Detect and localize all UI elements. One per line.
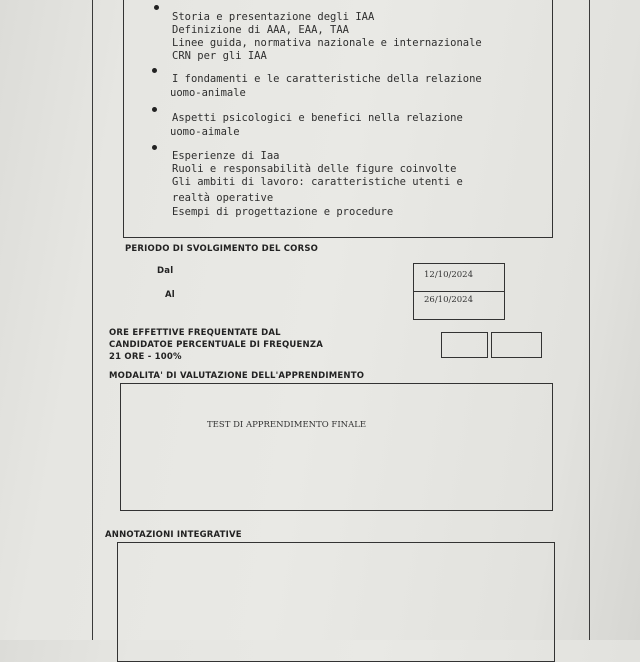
topic-line: Esperienze di Iaa (172, 150, 280, 162)
from-date: 12/10/2024 (424, 270, 473, 280)
bullet (154, 5, 159, 10)
period-from-label: Dal (157, 266, 174, 276)
period-dates-box (413, 263, 505, 320)
attendance-line3: 21 ORE - 100% (109, 352, 182, 362)
topic-line: Storia e presentazione degli IAA (172, 11, 375, 23)
topic-line: Aspetti psicologici e benefici nella relazione (172, 112, 463, 124)
evaluation-value: TEST DI APPRENDIMENTO FINALE (207, 420, 367, 430)
topic-line: Gli ambiti di lavoro: caratteristiche utenti e (172, 176, 463, 188)
evaluation-heading: MODALITA' DI VALUTAZIONE DELL'APPRENDIMENTO (109, 371, 365, 381)
bullet (152, 107, 157, 112)
topic-line: Ruoli e responsabilità delle figure coinvolte (172, 163, 457, 175)
topic-line: Definizione di AAA, EAA, TAA (172, 24, 350, 36)
evaluation-box (120, 383, 553, 511)
bullet (152, 68, 157, 73)
topic-line: Linee guida, normativa nazionale e internazionale (172, 37, 482, 49)
topics-box (123, 0, 553, 238)
to-date: 26/10/2024 (424, 295, 473, 305)
period-to-label: Al (165, 290, 175, 300)
topic-line: uomo-animale (170, 87, 246, 99)
topic-line: CRN per gli IAA (172, 50, 267, 62)
notes-box (117, 542, 555, 662)
topic-line: uomo-aimale (170, 126, 240, 138)
attendance-line1: ORE EFFETTIVE FREQUENTATE DAL (109, 328, 281, 338)
document-page (92, 0, 590, 640)
topic-line: Esempi di progettazione e procedure (172, 206, 394, 218)
topic-line: realtà operative (172, 192, 274, 204)
attendance-line2: CANDIDATOE PERCENTUALE DI FREQUENZA (109, 340, 323, 350)
period-heading: PERIODO DI SVOLGIMENTO DEL CORSO (125, 244, 319, 254)
attendance-box-1 (441, 332, 488, 358)
attendance-box-2 (491, 332, 542, 358)
bullet (152, 145, 157, 150)
topic-line: I fondamenti e le caratteristiche della relazione (172, 73, 482, 85)
notes-heading: ANNOTAZIONI INTEGRATIVE (105, 530, 242, 540)
